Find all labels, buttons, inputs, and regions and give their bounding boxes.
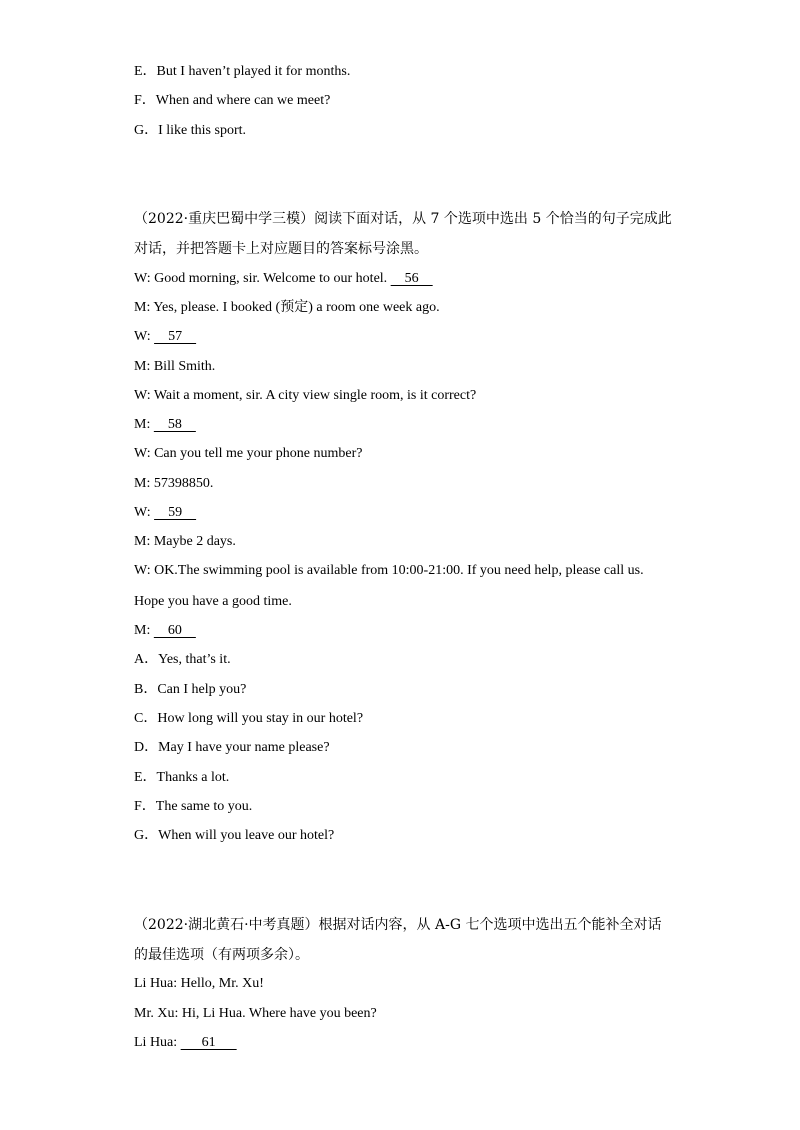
option-g: G．When will you leave our hotel? — [134, 828, 335, 843]
dialogue-text: M: — [134, 623, 154, 638]
answer-blank-56[interactable]: 56 — [390, 271, 433, 286]
answer-blank-61[interactable]: 61 — [180, 1035, 237, 1050]
option-e: E．But I haven’t played it for months. — [134, 64, 351, 79]
question-intro-line1: （2022·湖北黄石·中考真题）根据对话内容，从 A-G 七个选项中选出五个能补全对话 — [134, 917, 662, 933]
option-f: F．The same to you. — [134, 799, 253, 814]
option-a: A．Yes, that’s it. — [134, 652, 231, 667]
option-f: F．When and where can we meet? — [134, 93, 331, 108]
answer-blank-59[interactable]: 59 — [154, 505, 197, 520]
answer-blank-60[interactable]: 60 — [153, 623, 196, 638]
dialogue-text: W: — [134, 505, 155, 520]
question-intro-line1: （2022·重庆巴蜀中学三模）阅读下面对话，从 7 个选项中选出 5 个恰当的句子完成此 — [134, 211, 672, 227]
dialogue-line: M: Bill Smith. — [134, 359, 216, 374]
option-c: C．How long will you stay in our hotel? — [134, 711, 364, 726]
dialogue-line: Mr. Xu: Hi, Li Hua. Where have you been? — [134, 1006, 377, 1021]
dialogue-text: M: — [134, 417, 154, 432]
dialogue-line — [134, 1034, 237, 1052]
option-b: B．Can I help you? — [134, 682, 247, 697]
answer-blank-57[interactable]: 57 — [154, 329, 197, 344]
dialogue-text: W: — [134, 329, 155, 344]
dialogue-line: W: Can you tell me your phone number? — [134, 446, 363, 461]
dialogue-line: W: OK.The swimming pool is available from 10:00-21:00. If you need help, please call us. — [134, 563, 644, 578]
answer-blank-58[interactable]: 58 — [153, 417, 196, 432]
dialogue-line: M: Yes, please. I booked (预定) a room one week ago. — [134, 300, 440, 315]
dialogue-line — [134, 622, 196, 640]
question-intro-line2: 的最佳选项（有两项多余）。 — [134, 947, 309, 963]
option-d: D．May I have your name please? — [134, 740, 330, 755]
dialogue-line — [134, 328, 196, 346]
dialogue-line: Hope you have a good time. — [134, 594, 292, 609]
dialogue-line: M: Maybe 2 days. — [134, 534, 236, 549]
question-intro-line2: 对话，并把答题卡上对应题目的答案标号涂黑。 — [134, 241, 428, 257]
option-g: G．I like this sport. — [134, 123, 246, 138]
dialogue-line — [134, 416, 196, 434]
dialogue-line: W: Wait a moment, sir. A city view single room, is it correct? — [134, 388, 477, 403]
dialogue-line — [134, 270, 433, 288]
dialogue-line: Li Hua: Hello, Mr. Xu! — [134, 976, 264, 991]
dialogue-text: W: Good morning, sir. Welcome to our hotel. — [134, 271, 391, 286]
option-e: E．Thanks a lot. — [134, 770, 230, 785]
dialogue-text: Li Hua: — [134, 1035, 181, 1050]
dialogue-line — [134, 504, 196, 522]
dialogue-line: M: 57398850. — [134, 476, 214, 491]
